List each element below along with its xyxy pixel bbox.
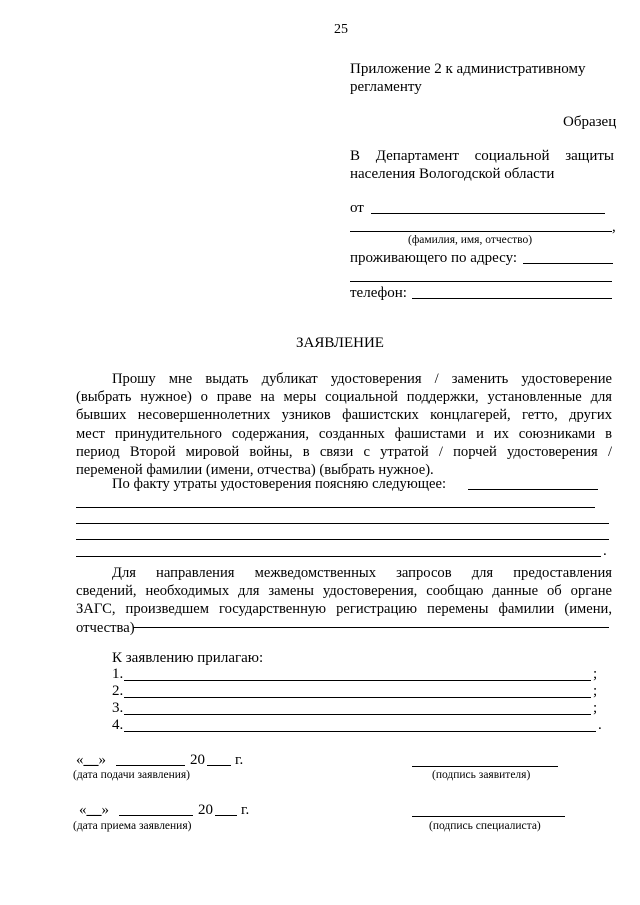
request-line-3: бывших несовершеннолетних узников фашистских концлагерей, гетто, других <box>76 407 612 424</box>
loss-explanation-line-2[interactable] <box>76 523 609 524</box>
phone-line[interactable] <box>412 298 612 299</box>
attachment-end-3: ; <box>593 700 598 716</box>
attachment-num-2: 2. <box>112 683 124 699</box>
request-line-1: Прошу мне выдать дубликат удостоверения / заменить удостоверение <box>112 371 612 387</box>
submit-quote-open: « <box>76 752 84 768</box>
receipt-quote-open: « <box>79 802 87 818</box>
address-line[interactable] <box>523 263 613 264</box>
request-paragraph <box>76 370 612 479</box>
receipt-month-line[interactable] <box>119 815 193 816</box>
address-label: проживающего по адресу: <box>350 250 518 266</box>
attachment-num-4: 4. <box>112 717 124 733</box>
from-name-line[interactable] <box>371 213 605 214</box>
submit-quote-close: » <box>98 752 106 768</box>
addressee-line-2: населения Вологодской области <box>350 166 555 182</box>
zags-line-2: сведений, необходимых для замены удостоверения, сообщаю данные об органе <box>76 583 612 600</box>
fio-caption: (фамилия, имя, отчество) <box>408 234 533 246</box>
request-line-5: период Второй мировой войны, в связи с утратой / порчей удостоверения / <box>76 443 612 460</box>
applicant-signature-caption: (подпись заявителя) <box>432 769 531 781</box>
addressee-line-1: В Департамент социальной защиты <box>350 148 614 164</box>
receipt-year-line[interactable] <box>215 815 237 816</box>
attachment-line-3[interactable] <box>124 714 591 715</box>
zags-info-line[interactable] <box>133 627 609 628</box>
from-label: от <box>350 200 364 216</box>
sample-label: Образец <box>563 114 617 130</box>
request-line-4: мест принудительного содержания, созданных фашистами и их союзниками в <box>76 425 612 442</box>
receipt-quote-close: » <box>101 802 109 818</box>
loss-explanation-line-1[interactable] <box>76 507 595 508</box>
appendix-line-1: Приложение 2 к административному <box>350 61 586 77</box>
attachment-num-3: 3. <box>112 700 124 716</box>
attachment-end-1: ; <box>593 666 598 682</box>
attachment-end-4: . <box>598 717 602 733</box>
attachments-label: К заявлению прилагаю: <box>112 650 264 666</box>
receipt-year-prefix: 20 <box>198 802 213 818</box>
page-number: 25 <box>334 22 348 37</box>
submit-date-caption: (дата подачи заявления) <box>73 769 190 781</box>
attachment-end-2: ; <box>593 683 598 699</box>
submit-year-line[interactable] <box>207 765 231 766</box>
loss-explanation-label: По факту утраты удостоверения поясняю следующее: <box>112 476 446 492</box>
loss-explanation-line-0[interactable] <box>468 489 598 490</box>
zags-line-3: ЗАГС, произведшем государственную регистрацию перемены фамилии (имени, <box>76 601 612 618</box>
name-comma: , <box>612 219 616 235</box>
attachment-num-1: 1. <box>112 666 124 682</box>
request-line-2: (выбрать нужное) о праве на меры социальной поддержки, установленные для <box>76 389 612 406</box>
appendix-line-2: регламенту <box>350 79 422 95</box>
submit-year-suffix: г. <box>235 752 244 768</box>
loss-explanation-period: . <box>603 543 607 559</box>
specialist-signature-caption: (подпись специалиста) <box>429 820 541 832</box>
submit-day-blank[interactable]: __ <box>83 752 99 768</box>
submit-year-prefix: 20 <box>190 752 205 768</box>
attachment-line-1[interactable] <box>124 680 591 681</box>
from-name-line-2[interactable] <box>350 231 612 232</box>
receipt-year-suffix: г. <box>241 802 250 818</box>
specialist-signature-line[interactable] <box>412 816 565 817</box>
request-line-6: переменой фамилии (имени, отчества) (выбрать нужное). <box>76 462 434 479</box>
document-title: ЗАЯВЛЕНИЕ <box>296 335 384 351</box>
submit-date <box>76 752 106 769</box>
address-line-2[interactable] <box>350 281 612 282</box>
attachment-line-4[interactable] <box>124 731 596 732</box>
loss-explanation-line-3[interactable] <box>76 539 609 540</box>
applicant-signature-line[interactable] <box>412 766 558 767</box>
zags-line-4: отчества) <box>76 619 135 636</box>
zags-paragraph <box>76 564 612 637</box>
receipt-day-blank[interactable]: __ <box>86 802 102 818</box>
receipt-date-caption: (дата приема заявления) <box>73 820 192 832</box>
receipt-date <box>79 802 109 819</box>
attachment-line-2[interactable] <box>124 697 591 698</box>
submit-month-line[interactable] <box>116 765 185 766</box>
zags-line-1: Для направления межведомственных запросов для предоставления <box>112 565 612 581</box>
phone-label: телефон: <box>350 285 407 301</box>
loss-explanation-line-4[interactable] <box>76 556 601 557</box>
